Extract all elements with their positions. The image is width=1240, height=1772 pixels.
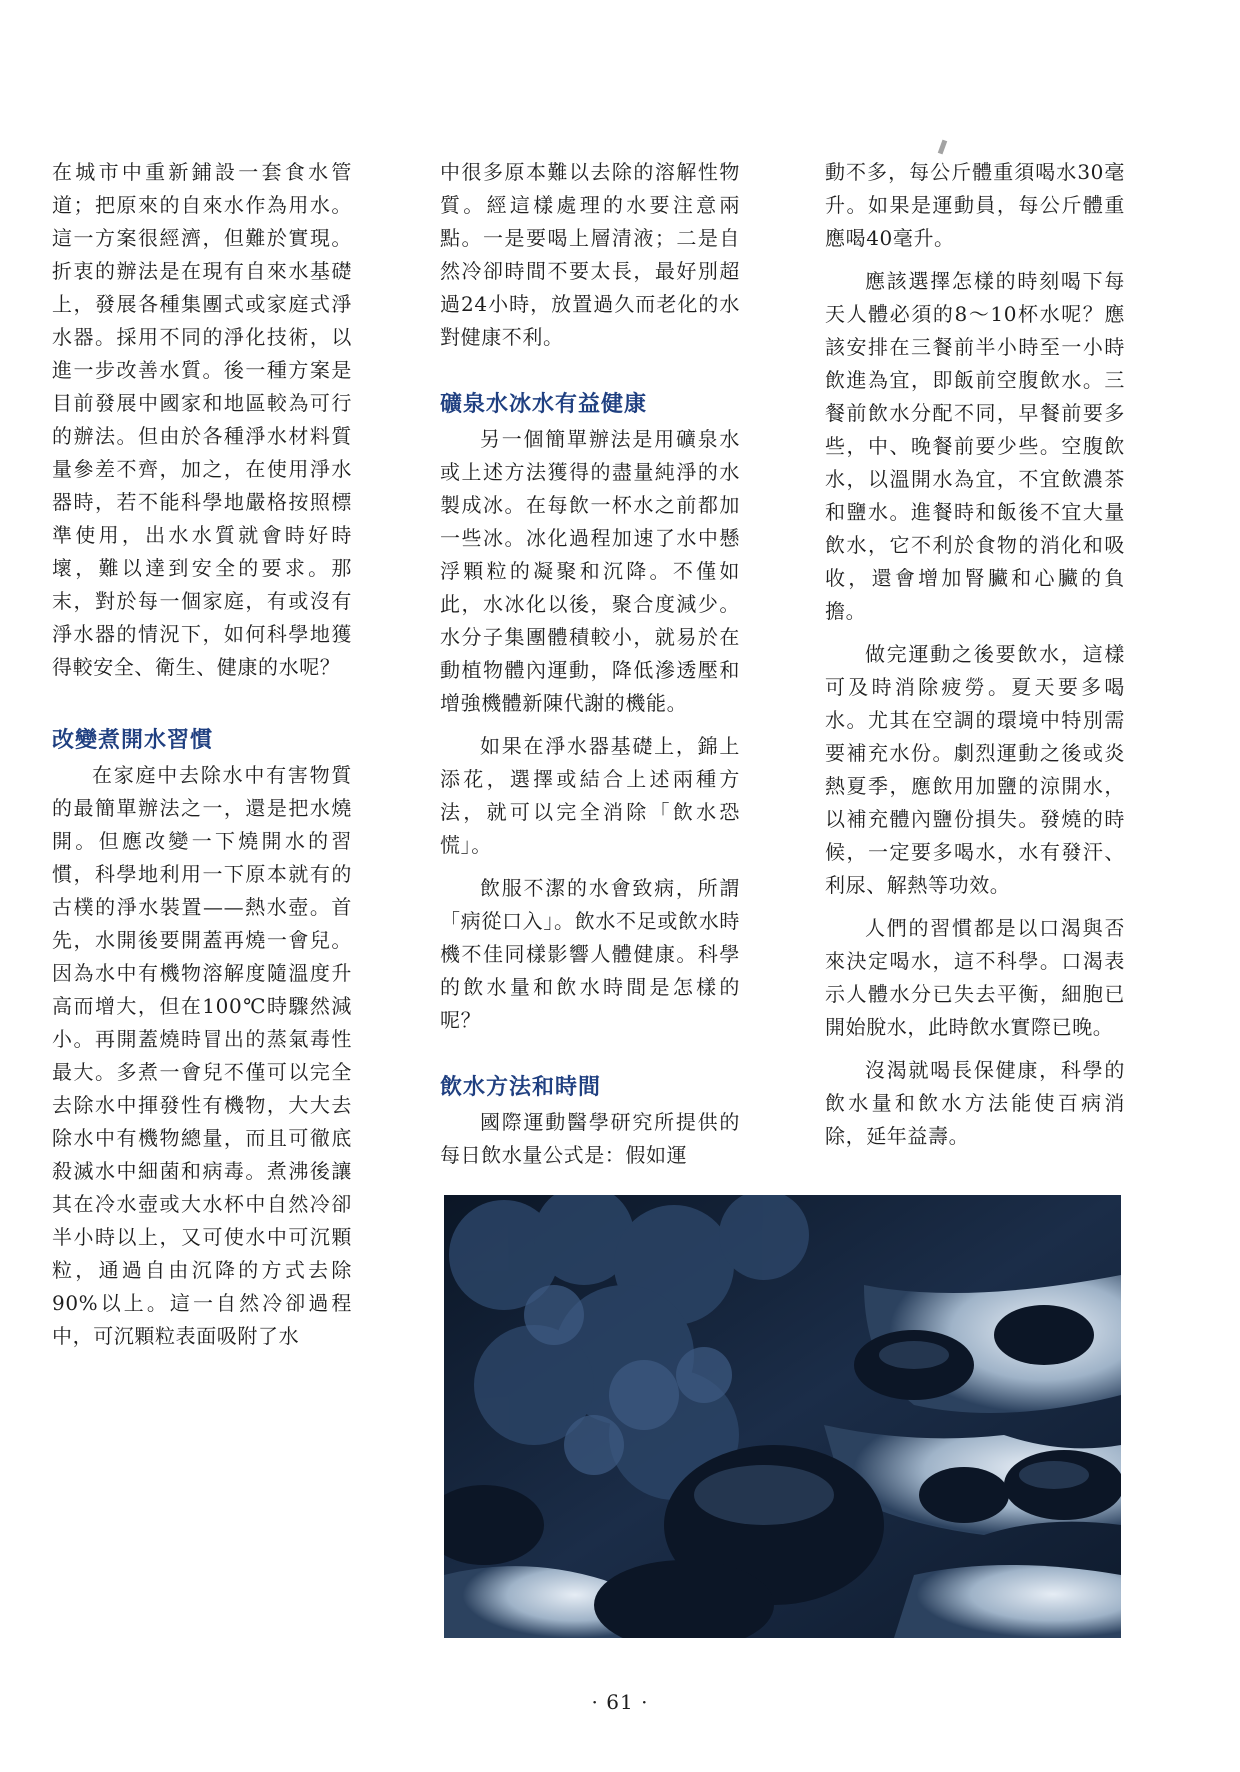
section-heading-ice-water: 礦泉水冰水有益健康 — [440, 392, 648, 417]
mountain-stream-photo — [444, 1195, 1121, 1638]
section-heading-boil-water: 改變煮開水習慣 — [52, 728, 214, 753]
paragraph: 在城市中重新鋪設一套食水管道；把原來的自來水作為用水。這一方案很經濟，但難於實現。折衷的辦法是在現有自來水基礎上，發展各種集團式或家庭式淨水器。採用不同的淨化技術，以進一步改善水質。後一種方案是目前發展中國家和地區較為可行的辦法。但由於各種淨水材料質量參差不齊，加之，在使用淨水器時，若不能科學地嚴格按照標準使用，出水水質就會時好時壞，難以達到安全的要求。那末，對於每一個家庭，有或沒有淨水器的情況下，如何科學地獲得較安全、衛生、健康的水呢？ — [52, 160, 352, 679]
scan-mark — [938, 140, 947, 155]
paragraph: 另一個簡單辦法是用礦泉水或上述方法獲得的盡量純淨的水製成冰。在每飲一杯水之前都加一些冰。冰化過程加速了水中懸浮顆粒的凝聚和沉降。不僅如此，水冰化以後，聚合度減少。水分子集團體積較小，就易於在動植物體內運動，降低滲透壓和增強機體新陳代謝的機能。 — [440, 427, 740, 715]
paragraph: 中很多原本難以去除的溶解性物質。經這樣處理的水要注意兩點。一是要喝上層清液；二是自然冷卻時間不要太長，最好別超過24小時，放置過久而老化的水對健康不利。 — [440, 160, 740, 349]
paragraph: 飲服不潔的水會致病，所謂「病從口入」。飲水不足或飲水時機不佳同樣影響人體健康。科學的飲水量和飲水時間是怎樣的呢？ — [440, 876, 740, 1032]
paragraph: 國際運動醫學研究所提供的每日飲水量公式是：假如運 — [440, 1110, 740, 1167]
paragraph: 應該選擇怎樣的時刻喝下每天人體必須的8～10杯水呢？應該安排在三餐前半小時至一小時飲進為宜，即飯前空腹飲水。三餐前飲水分配不同，早餐前要多些，中、晚餐前要少些。空腹飲水，以溫開水為宜，不宜飲濃茶和鹽水。進餐時和飯後不宜大量飲水，它不利於食物的消化和吸收，還會增加腎臟和心臟的負擔。 — [825, 269, 1125, 623]
section-heading-drinking-method: 飲水方法和時間 — [440, 1075, 602, 1100]
paragraph: 在家庭中去除水中有害物質的最簡單辦法之一，還是把水燒開。但應改變一下燒開水的習慣，科學地利用一下原本就有的古樸的淨水裝置——熱水壺。首先，水開後要開蓋再燒一會兒。因為水中有機物溶解度隨溫度升高而增大，但在100℃時驟然減小。再開蓋燒時冒出的蒸氣毒性最大。多煮一會兒不僅可以完全去除水中揮發性有機物，大大去除水中有機物總量，而且可徹底殺滅水中細菌和病毒。煮沸後讓其在冷水壺或大水杯中自然冷卻半小時以上，又可使水中可沉顆粒，通過自由沉降的方式去除90%以上。這一自然冷卻過程中，可沉顆粒表面吸附了水 — [52, 763, 352, 1348]
column-2 — [440, 156, 740, 1172]
column-3 — [825, 156, 1125, 1153]
paragraph: 人們的習慣都是以口渴與否來決定喝水，這不科學。口渴表示人體水分已失去平衡，細胞已開始脫水，此時飲水實際已晚。 — [825, 916, 1125, 1039]
paragraph: 如果在淨水器基礎上，錦上添花，選擇或結合上述兩種方法，就可以完全消除「飲水恐慌」。 — [440, 734, 740, 857]
paragraph: 做完運動之後要飲水，這樣可及時消除疲勞。夏天要多喝水。尤其在空調的環境中特別需要補充水份。劇烈運動之後或炎熱夏季，應飲用加鹽的涼開水，以補充體內鹽份損失。發燒的時候，一定要多喝水，水有發汗、利尿、解熱等功效。 — [825, 642, 1125, 897]
paragraph: 沒渴就喝長保健康，科學的飲水量和飲水方法能使百病消除，延年益壽。 — [825, 1058, 1125, 1148]
page-number: · 61 · — [591, 1690, 649, 1714]
column-1 — [52, 156, 352, 1353]
paragraph: 動不多，每公斤體重須喝水30毫升。如果是運動員，每公斤體重應喝40毫升。 — [825, 160, 1125, 250]
